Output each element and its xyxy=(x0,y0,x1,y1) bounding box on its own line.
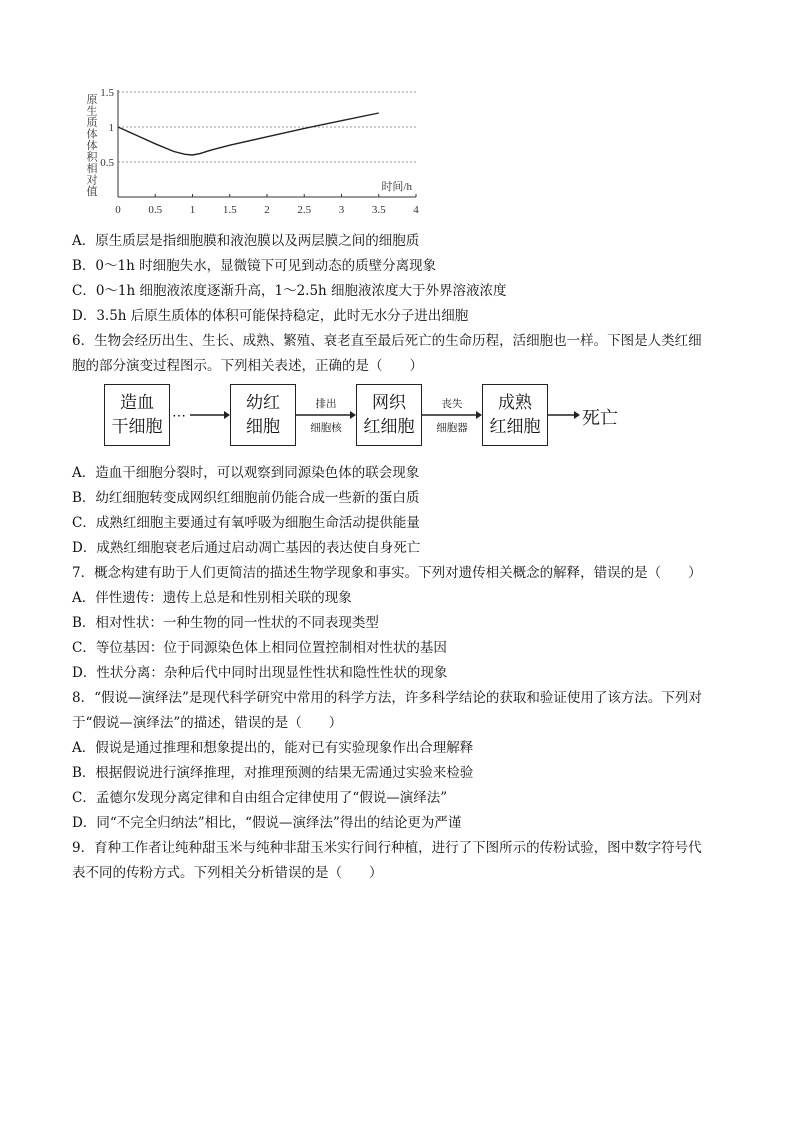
q6-stem-line1: 6．生物会经历出生、生长、成熟、繁殖、衰老直至最后死亡的生命历程，活细胞也一样。下图是人类红细 xyxy=(72,333,702,349)
q7-option-d: D．性状分离：杂种后代中同时出现显性性状和隐性性状的现象 xyxy=(72,665,448,681)
q5-option-c: C．0～1h 细胞液浓度逐渐升高，1～2.5h 细胞液浓度大于外界溶液浓度 xyxy=(72,283,507,299)
x-tick-label-4: 2 xyxy=(264,204,270,216)
protoplast-volume-chart xyxy=(80,84,440,228)
x-tick-label-8: 4 xyxy=(413,204,419,216)
q7-stem: 7．概念构建有助于人们更简洁的描述生物学现象和事实。下列对遗传相关概念的解释，错误的是（ ） xyxy=(72,565,702,581)
q9-stem-line2: 表不同的传粉方式。下列相关分析错误的是（ ） xyxy=(72,865,383,881)
q8-option-a: A．假说是通过推理和想象提出的，能对已有实验现象作出合理解释 xyxy=(72,740,474,756)
y-axis-label-char-4: 体 xyxy=(86,140,98,152)
x-tick-label-5: 2.5 xyxy=(297,204,312,216)
q8-stem-line2: 于“假说—演绎法”的描述，错误的是（ ） xyxy=(72,715,343,731)
red-cell-flow-diagram xyxy=(104,384,624,452)
y-axis-label-char-5: 积 xyxy=(86,151,98,164)
q6-option-c: C．成熟红细胞主要通过有氧呼吸为细胞生命活动提供能量 xyxy=(72,515,420,531)
death-label: 死亡 xyxy=(582,408,618,429)
q8-option-b: B．根据假说进行演绎推理，对推理预测的结果无需通过实验来检验 xyxy=(72,765,474,781)
q7-option-b: B．相对性状：一种生物的同一性状的不同表现类型 xyxy=(72,615,379,631)
box-mature-rbc xyxy=(482,384,548,446)
volume-curve xyxy=(118,113,379,155)
q5-option-b: B．0～1h 时细胞失水，显微镜下可见到动态的质壁分离现象 xyxy=(72,258,437,274)
x-tick-label-3: 1.5 xyxy=(222,204,237,216)
y-axis-label-char-0: 原 xyxy=(86,94,98,106)
x-axis-label: 时间/h xyxy=(381,181,412,193)
q6-option-b: B．幼红细胞转变成网织红细胞前仍能合成一些新的蛋白质 xyxy=(72,490,420,506)
q6-stem-line2: 胞的部分演变过程图示。下列相关表述，正确的是（ ） xyxy=(72,358,423,374)
q7-option-a: A．伴性遗传：遗传上总是和性别相关联的现象 xyxy=(72,590,352,606)
q8-option-c: C．孟德尔发现分离定律和自由组合定律使用了“假说—演绎法” xyxy=(72,790,448,806)
y-axis-label-char-3: 体 xyxy=(86,128,98,141)
x-tick-label-6: 3 xyxy=(338,204,345,216)
chart-svg xyxy=(80,84,440,224)
box3-line2: 红细胞 xyxy=(363,417,415,437)
box-erythroblast xyxy=(230,384,296,446)
arrow2-label-bottom: 细胞核 xyxy=(310,422,342,434)
arrow-expel-nucleus xyxy=(296,384,356,446)
arrow-lose-organelles xyxy=(422,384,482,446)
x-tick-label-7: 3.5 xyxy=(371,204,386,216)
q9-stem-line1: 9．育种工作者让纯种甜玉米与纯种非甜玉米实行间行种植，进行了下图所示的传粉试验，图中数字符号代 xyxy=(72,840,702,856)
q8-stem-line1: 8．“假说—演绎法”是现代科学研究中常用的科学方法，许多科学结论的获取和验证使用了该方法。下列对 xyxy=(72,690,702,706)
arrow-to-death xyxy=(548,384,580,446)
y-tick-label-1: 1 xyxy=(108,122,114,134)
box4-line2: 红细胞 xyxy=(489,417,541,437)
box-reticulocyte xyxy=(356,384,422,446)
y-axis-label-char-8: 值 xyxy=(86,186,98,198)
box3-line1: 网织 xyxy=(372,393,406,413)
arrow-dotted xyxy=(170,384,230,446)
box2-line1: 幼红 xyxy=(246,393,280,413)
q5-option-d: D．3.5h 后原生质体的体积可能保持稳定，此时无水分子进出细胞 xyxy=(72,308,469,324)
box1-line1: 造血 xyxy=(120,393,154,413)
arrow3-label-top: 丧失 xyxy=(441,398,463,410)
q5-option-a: A．原生质层是指细胞膜和液泡膜以及两层膜之间的细胞质 xyxy=(72,233,420,249)
y-tick-label-2: 1.5 xyxy=(100,87,114,99)
svg-text:⋯: ⋯ xyxy=(172,407,186,423)
x-tick-label-0: 0 xyxy=(115,204,121,216)
box1-line2: 干细胞 xyxy=(111,417,163,437)
y-tick-label-0: 0.5 xyxy=(100,157,114,169)
q8-option-d: D．同“不完全归纳法”相比，“假说—演绎法”得出的结论更为严谨 xyxy=(72,815,462,831)
arrow3-label-bottom: 细胞器 xyxy=(436,422,468,434)
y-axis-label-char-1: 生 xyxy=(86,105,98,118)
y-axis-label-char-6: 相 xyxy=(86,163,98,175)
y-axis-label-char-7: 对 xyxy=(86,174,98,187)
arrow2-label-top: 排出 xyxy=(315,398,337,410)
q6-option-d: D．成熟红细胞衰老后通过启动凋亡基因的表达使自身死亡 xyxy=(72,540,421,556)
x-tick-label-2: 1 xyxy=(189,204,196,216)
q7-option-c: C．等位基因：位于同源染色体上相同位置控制相对性状的基因 xyxy=(72,640,447,656)
x-tick-label-1: 0.5 xyxy=(148,204,163,216)
box2-line2: 细胞 xyxy=(246,417,280,437)
box-hematopoietic-stem-cell xyxy=(104,384,170,446)
y-axis-label-char-2: 质 xyxy=(86,117,98,129)
box4-line1: 成熟 xyxy=(498,393,532,413)
q6-option-a: A．造血干细胞分裂时，可以观察到同源染色体的联会现象 xyxy=(72,465,420,481)
